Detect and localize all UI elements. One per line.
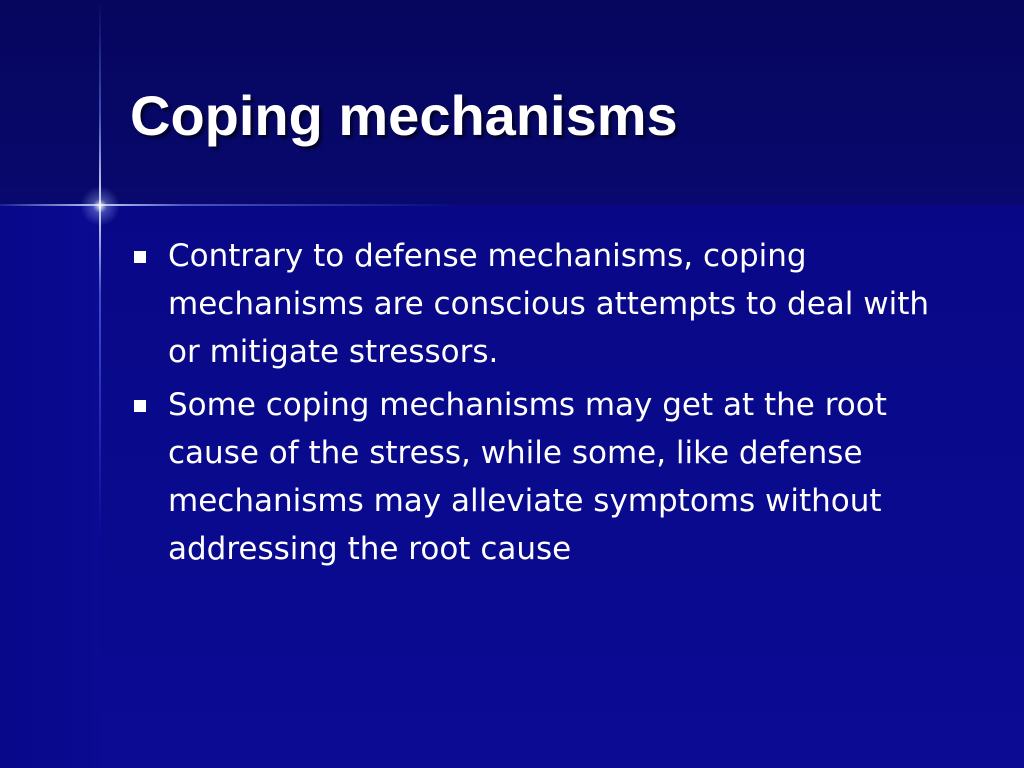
square-bullet-icon [134,400,146,412]
horizontal-accent-line [0,204,1024,206]
vertical-accent-line [99,0,101,768]
bullet-text: Contrary to defense mechanisms, coping mechanisms are conscious attempts to deal with or mitigate stressors. [168,238,930,370]
light-flare-icon [80,186,120,226]
bullet-item [130,381,950,573]
bullet-list [130,232,950,578]
bullet-item [130,232,950,376]
square-bullet-icon [134,251,146,263]
slide-title: Coping mechanisms [130,84,678,147]
bullet-text: Some coping mechanisms may get at the root cause of the stress, while some, like defense mechanisms may alleviate symptoms without addressing the root cause [168,387,887,567]
left-strip [0,205,100,768]
